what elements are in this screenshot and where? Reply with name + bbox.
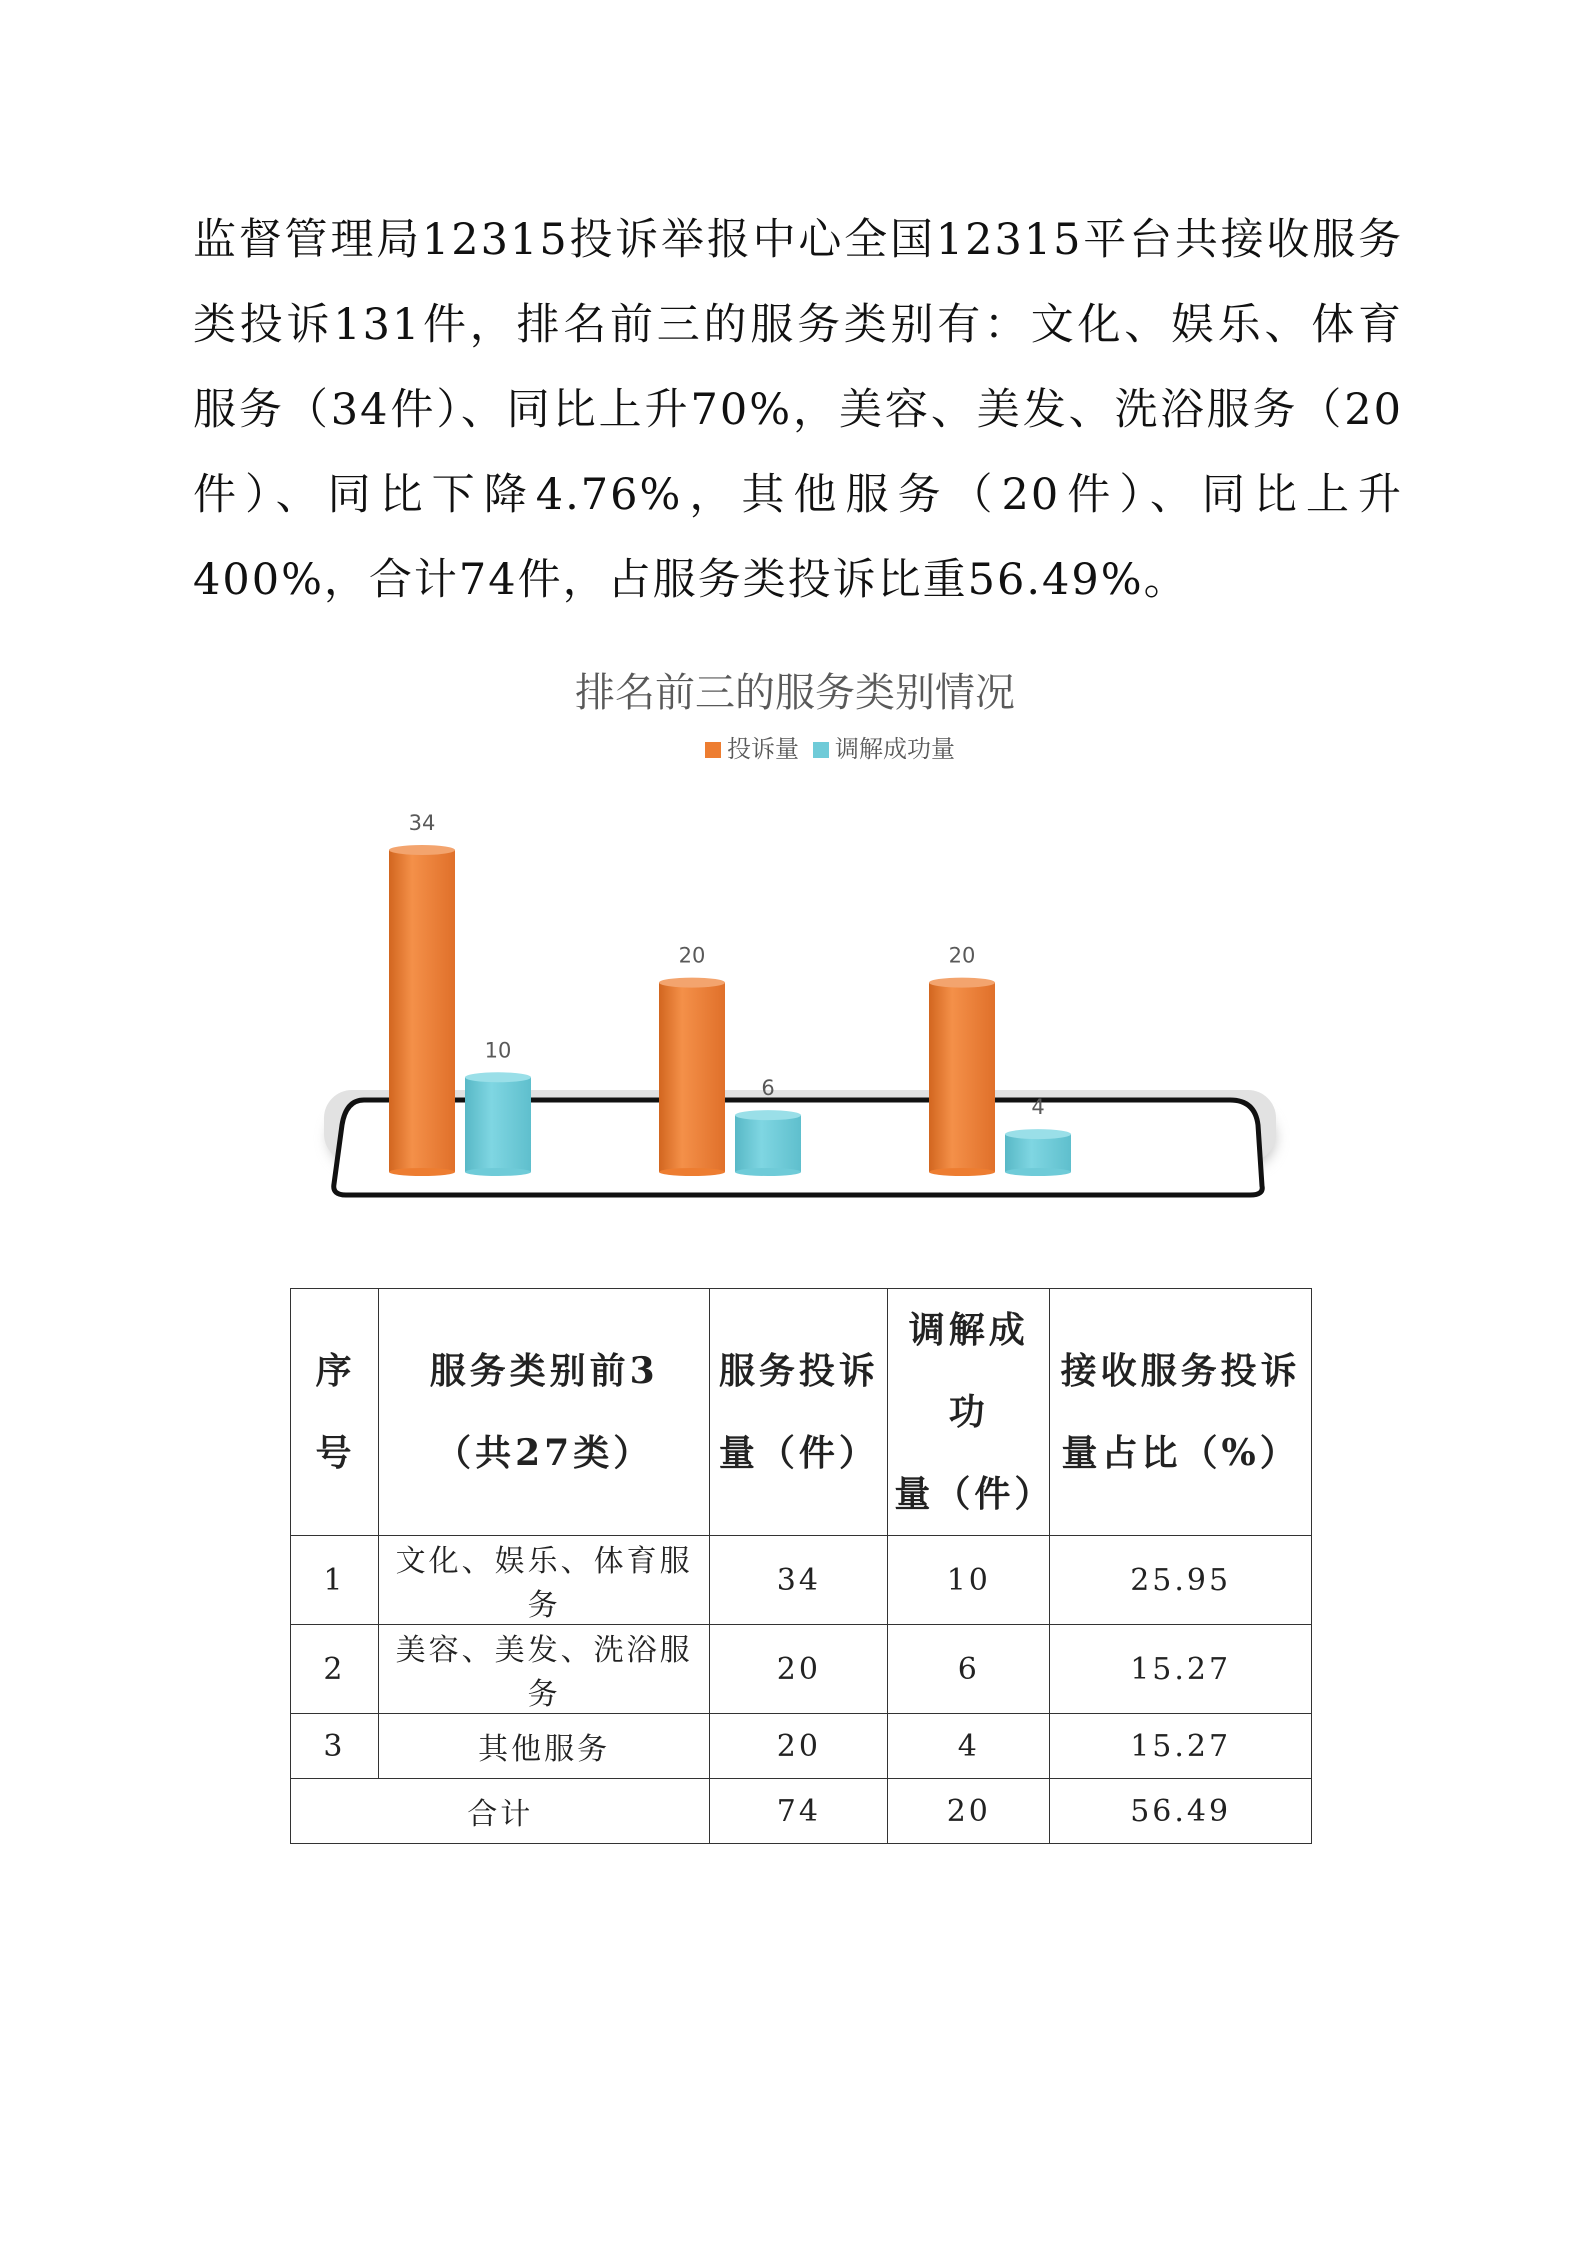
row-ratio: 15.27 — [1050, 1625, 1312, 1714]
data-label: 4 — [1031, 1095, 1045, 1120]
bar — [465, 1077, 531, 1172]
bar-base — [735, 1168, 801, 1176]
row-seq: 1 — [291, 1536, 379, 1625]
header-mediated-line1: 调解成功 — [908, 1309, 1029, 1433]
row-category: 美容、美发、洗浴服务 — [378, 1625, 710, 1714]
total-label: 合计 — [291, 1779, 710, 1844]
bar — [735, 1115, 801, 1172]
bar-base — [929, 1168, 995, 1176]
row-mediated: 6 — [888, 1625, 1050, 1714]
row-complaints: 20 — [710, 1625, 888, 1714]
row-category: 其他服务 — [378, 1714, 710, 1779]
row-seq: 3 — [291, 1714, 379, 1779]
service-category-chart — [300, 660, 1290, 1260]
header-ratio-line1: 接收服务投诉 — [1060, 1350, 1301, 1392]
legend-swatch — [705, 742, 721, 758]
bar-cap — [659, 978, 725, 988]
chart-svg — [300, 660, 1290, 1260]
bar-base — [465, 1168, 531, 1176]
total-ratio: 56.49 — [1050, 1779, 1312, 1844]
table-total-row — [291, 1779, 1312, 1844]
chart-legend — [705, 735, 955, 763]
bar-cap — [465, 1072, 531, 1082]
legend-label: 投诉量 — [727, 735, 799, 763]
header-complaints-line1: 服务投诉 — [718, 1350, 879, 1392]
legend-label: 调解成功量 — [835, 735, 955, 763]
legend-swatch — [813, 742, 829, 758]
bar-base — [389, 1168, 455, 1176]
header-mediated-line2: 量（件） — [894, 1473, 1055, 1515]
summary-table — [290, 1288, 1312, 1844]
total-complaints: 74 — [710, 1779, 888, 1844]
row-mediated: 4 — [888, 1714, 1050, 1779]
header-category — [378, 1289, 710, 1536]
header-category-line2: （共27类） — [435, 1432, 654, 1474]
bar-cap — [389, 845, 455, 855]
chart-title: 排名前三的服务类别情况 — [575, 670, 1015, 716]
bar-base — [1005, 1168, 1071, 1176]
data-label: 34 — [408, 811, 436, 835]
row-ratio: 15.27 — [1050, 1714, 1312, 1779]
bar — [659, 983, 725, 1172]
bar-base — [659, 1168, 725, 1176]
bar — [929, 983, 995, 1172]
table-row — [291, 1625, 1312, 1714]
row-complaints: 20 — [710, 1714, 888, 1779]
table-row — [291, 1536, 1312, 1625]
header-ratio-line2: 量占比（%） — [1061, 1432, 1300, 1474]
row-complaints: 34 — [710, 1536, 888, 1625]
total-mediated: 20 — [888, 1779, 1050, 1844]
bar — [389, 850, 455, 1172]
table-row — [291, 1714, 1312, 1779]
data-label: 20 — [678, 943, 706, 968]
data-label: 20 — [948, 943, 976, 968]
body-paragraph: 监督管理局12315投诉举报中心全国12315平台共接收服务类投诉131件，排名前三的服务类别有：文化、娱乐、体育服务（34件）、同比上升70%，美容、美发、洗浴服务（20件）、同比下降4.76%，其他服务（20件）、同比上升400%，合计74件，占服务类投诉比重56.49%。 — [193, 215, 1403, 605]
row-category: 文化、娱乐、体育服务 — [378, 1536, 710, 1625]
bar-cap — [735, 1110, 801, 1120]
data-label: 10 — [484, 1038, 512, 1063]
row-ratio: 25.95 — [1050, 1536, 1312, 1625]
bar-cap — [1005, 1129, 1071, 1139]
table-header-row — [291, 1289, 1312, 1536]
data-label: 6 — [761, 1076, 775, 1101]
header-category-line1: 服务类别前3 — [429, 1350, 659, 1392]
bar — [1005, 1134, 1071, 1172]
row-seq: 2 — [291, 1625, 379, 1714]
header-complaints — [710, 1289, 888, 1536]
header-seq: 序号 — [291, 1289, 379, 1536]
header-ratio — [1050, 1289, 1312, 1536]
header-complaints-line2: 量（件） — [718, 1432, 879, 1474]
header-mediated — [888, 1289, 1055, 1536]
row-mediated: 10 — [888, 1536, 1050, 1625]
bar-cap — [929, 978, 995, 988]
